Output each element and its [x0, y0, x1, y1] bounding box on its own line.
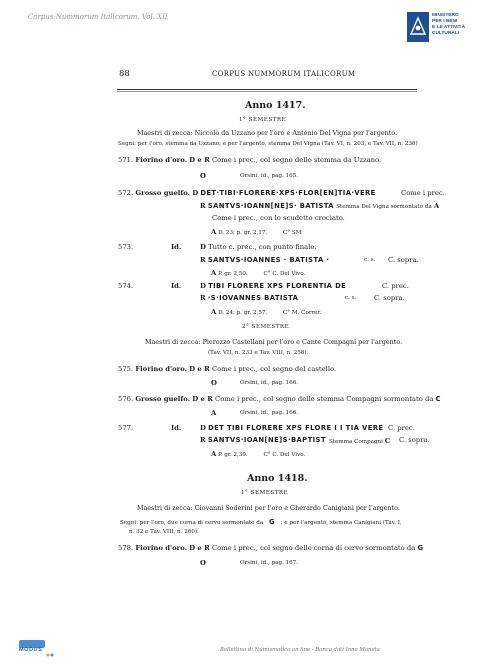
entry-577-meta	[211, 450, 305, 458]
reference: D. 23; p. gr. 2,17.	[218, 230, 268, 236]
obverse-note: C. prec.	[382, 282, 409, 290]
description: Come i prec., col segno del castello.	[211, 365, 337, 373]
maestri-di-zecca: Maestri di zecca: Giovanni Soderini per l'oro e Gherardo Canigiani per l'argento.	[137, 504, 400, 512]
description: Come i prec., col segno delle corna di cervo sormontato da	[211, 544, 416, 552]
metal-mark: A	[211, 269, 217, 277]
logo-line: E LE ATTIVITÀ	[432, 25, 466, 30]
reverse-legend: SANTVS·IOANN[NE]S· BATISTA	[207, 202, 334, 210]
obverse-mark: D	[200, 424, 206, 432]
obverse-text: Tutto c. prec., con punto finale.	[208, 243, 317, 251]
running-title: CORPUS NUMMORUM ITALICORUM	[212, 70, 356, 78]
entry-number: 572.	[118, 189, 134, 197]
semester-heading: 1° SEMESTRE	[239, 117, 287, 123]
year-heading-1418: Anno 1418.	[247, 473, 308, 484]
entry-number: 575.	[118, 365, 134, 373]
entry-575	[118, 365, 336, 373]
entry-572-reverse	[200, 202, 439, 210]
header-rule-thin	[117, 91, 417, 92]
entry-577-obverse	[200, 424, 383, 432]
header-rule	[117, 89, 417, 90]
maestri-di-zecca: Maestri di zecca: Niccolò da Uzzano per l'oro e Antonio Del Vigna per l'argento.	[137, 129, 398, 137]
footer-credit: Bollettino di Numismatica on line - Banca dati Inno Moneta	[220, 647, 380, 653]
reverse-letter: C	[384, 437, 391, 445]
entry-573-reverse	[200, 256, 329, 264]
entry-574-meta	[211, 308, 321, 316]
entry-571	[118, 156, 381, 164]
description: Come i prec., col segno dello stemma Compagni sormontato da	[215, 395, 434, 403]
collection: C° C. Del Vivo.	[263, 271, 306, 277]
collection: C° C. Del Vivo.	[263, 452, 306, 458]
segni-argento: ; e per l'argento, stemma Canigiani (Tav. I,	[280, 520, 402, 526]
reference: D. 24; p. gr. 2,57.	[218, 310, 268, 316]
modus-logo-text: MODUS	[19, 647, 43, 653]
reference: P. gr. 2,30.	[218, 452, 248, 458]
reverse-note: Stemma Del Vigna sormontato da	[336, 204, 432, 210]
segni-line: Segni: per l'oro, stemma da Uzzano; e per l'argento, stemma Del Vigna (Tav. VI, n. 203, e Tav. VII, n. 236)	[118, 141, 418, 147]
semester-heading: 2° SEMESTRE	[242, 324, 290, 330]
page-number: 88	[119, 69, 130, 79]
segni-letter: G	[268, 518, 275, 526]
description: Come i prec., col segno dello stemma da Uzzano.	[211, 156, 382, 164]
denomination: Id.	[171, 424, 182, 432]
modus-logo	[19, 640, 45, 651]
denomination: Id.	[171, 243, 182, 251]
collection: C° M. Correr.	[283, 310, 322, 316]
obverse-legend: DET·TIBI·FLORERE·XPS·FLOR[EN]TIA·VERE	[200, 189, 376, 197]
sides: D e R	[192, 395, 213, 403]
reverse-cs: c. s.	[345, 295, 357, 301]
ministry-emblem-icon	[407, 12, 429, 42]
reference: Orsini, id., pag. 166.	[240, 410, 299, 416]
entry-574-number: 574.	[118, 282, 134, 290]
entry-572-line3: Come i prec., con lo scudetto crociato.	[212, 214, 345, 222]
reverse-legend: SANTVS·IOAN[NE]S·BAPTIST	[207, 436, 326, 444]
logo-line: CULTURALI	[432, 31, 460, 36]
reference: Orsini, id., pag. 166.	[240, 380, 299, 386]
reverse-mark: R	[200, 202, 206, 210]
obverse-note: C. prec.	[388, 424, 415, 432]
sides: D e R	[189, 365, 210, 373]
segni-oro: Segni: per l'oro, due corna di cervo sormontate da	[120, 520, 264, 526]
sides: D e R	[189, 544, 210, 552]
metal-mark: A	[211, 450, 217, 458]
reverse-cs: c. s.	[364, 257, 376, 263]
entry-576	[118, 395, 441, 403]
year-heading-1417: Anno 1417.	[245, 100, 306, 111]
entry-578	[118, 544, 423, 552]
reverse-mark: R	[200, 436, 206, 444]
entry-574-obverse	[200, 282, 346, 290]
reverse-sopra: C. sopra.	[388, 256, 419, 264]
obverse-legend: DET TIBI FLORERE XPS FLORE I I TIA VERE	[208, 424, 384, 432]
reference: Orsini, id., pag. 165.	[240, 173, 299, 179]
metal-mark: O	[200, 172, 206, 180]
entry-577-reverse	[200, 436, 326, 444]
reverse-legend: SANTVS·IOANNES · BATISTA ·	[207, 256, 330, 264]
segni-line-2: n. 32 e Tav. VIII, n. 260).	[129, 529, 199, 535]
reverse-mark: R	[200, 294, 206, 302]
entry-572-meta	[211, 228, 301, 236]
metal-mark: O	[211, 379, 217, 387]
metal-mark: A	[211, 308, 217, 316]
logo-line: MINISTERO	[432, 13, 459, 18]
semester-heading: 1° SEMESTRE	[241, 490, 289, 496]
reverse-mark: R	[200, 256, 206, 264]
reverse-stemma: Stemma Compagni	[329, 439, 383, 445]
denomination: Fiorino d'oro.	[135, 544, 187, 552]
tavole-line: (Tav. VII, n. 233 e Tav. VIII, n. 258).	[208, 350, 309, 356]
reference: P. gr. 2,50.	[218, 271, 248, 277]
obverse-note: Come i prec.	[401, 189, 445, 197]
entry-574-reverse	[200, 294, 298, 302]
description-letter: C	[435, 395, 441, 403]
series-title: Corpus Nummorum Italicorum, Vol. XII	[28, 13, 168, 21]
entry-number: 578.	[118, 544, 134, 552]
obverse-legend: TIBI FLORERE XPS FLORENTIA DE	[208, 282, 347, 290]
entry-number: 576.	[118, 395, 134, 403]
entry-572	[118, 189, 376, 197]
segni-line	[120, 518, 402, 526]
reverse-sopra: C. sopra.	[374, 294, 405, 302]
metal-mark: O	[200, 559, 206, 567]
maestri-di-zecca: Maestri di zecca: Pierozzo Castellani per l'oro e Cante Compagni per l'argento.	[145, 338, 403, 346]
entry-577-number: 577.	[118, 424, 134, 432]
denomination: Id.	[171, 282, 182, 290]
description-letter: G	[417, 544, 424, 552]
entry-573-number: 573.	[118, 243, 134, 251]
denomination: Grosso guelfo.	[135, 189, 191, 197]
obverse-mark: D	[200, 282, 206, 290]
denomination: Fiorino d'oro.	[135, 365, 187, 373]
reverse-note-letter: A	[433, 202, 440, 210]
denomination: Grosso guelfo.	[135, 395, 191, 403]
ministry-logo	[407, 12, 471, 42]
logo-line: PER I BENI	[432, 19, 458, 24]
reverse-sopra: C. sopra.	[399, 436, 430, 444]
obverse-mark: D	[192, 189, 199, 197]
entry-573-obverse	[200, 243, 317, 251]
sides: D e R	[189, 156, 210, 164]
reference: Orsini, id., pag. 167.	[240, 560, 299, 566]
reverse-note	[329, 437, 390, 445]
logo-dots-icon	[46, 643, 54, 649]
metal-mark: A	[211, 409, 217, 417]
entry-573-meta	[211, 269, 305, 277]
denomination: Fiorino d'oro.	[135, 156, 187, 164]
obverse-mark: D	[200, 243, 206, 251]
collection: C° SM	[283, 230, 302, 236]
metal-mark: A	[211, 228, 217, 236]
entry-number: 571.	[118, 156, 134, 164]
reverse-legend: ·S·IOVANNES BATISTA	[207, 294, 299, 302]
